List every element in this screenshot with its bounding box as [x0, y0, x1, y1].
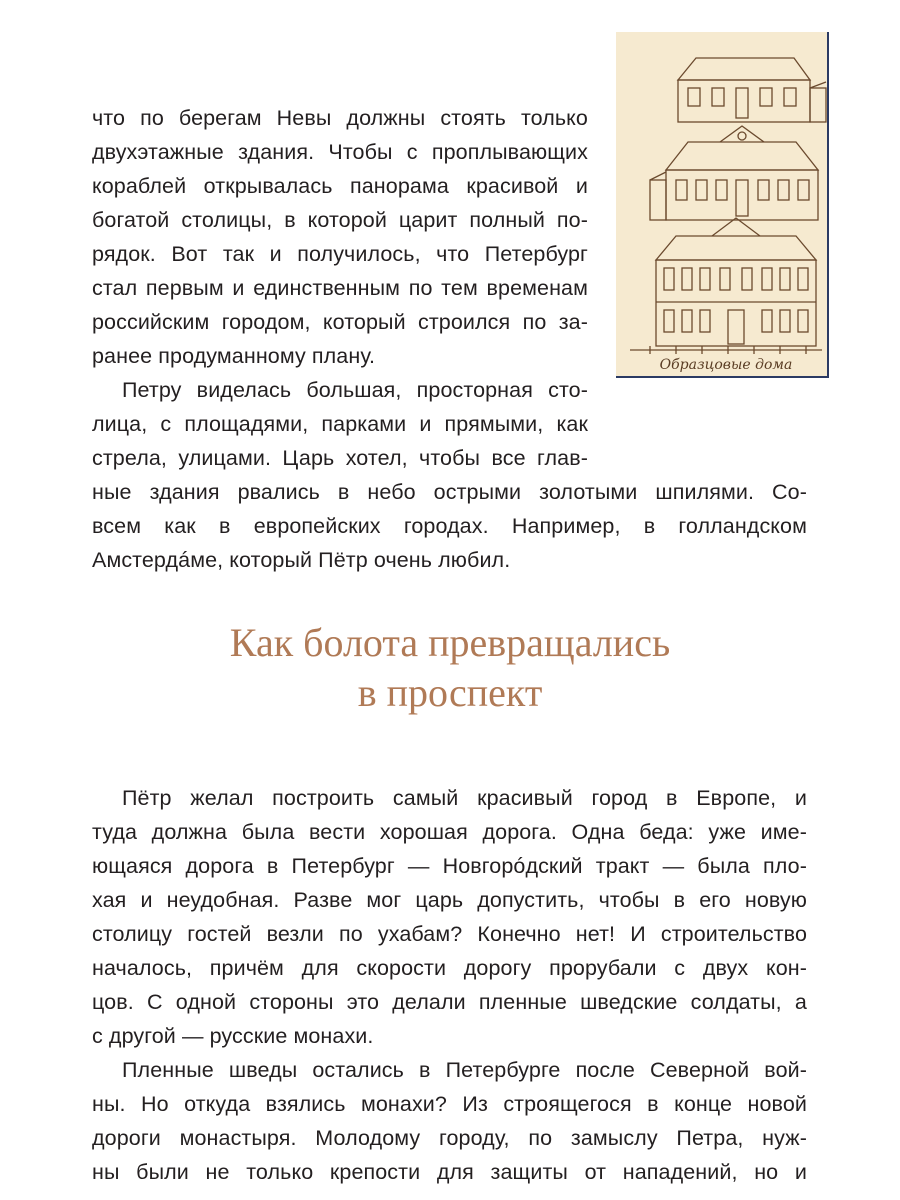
- text-line: всем как в европейских городах. Например, в голландском: [92, 514, 807, 538]
- text-line: ны. Но откуда взялись монахи? Из строящегося в конце новой: [92, 1092, 807, 1116]
- text-line: туда должна была вести хорошая дорога. Одна беда: уже име-: [92, 820, 807, 844]
- text-line: Амстердáме, который Пётр очень любил.: [92, 548, 511, 572]
- text-line: ны были не только крепости для защиты от нападений, но и: [92, 1160, 807, 1184]
- text-line: Пленные шведы остались в Петербурге после Северной вой-: [122, 1058, 807, 1082]
- text-line: с другой — русские монахи.: [92, 1024, 374, 1048]
- text-line: кораблей открывалась панорама красивой и: [92, 174, 588, 198]
- text-line: Пётр желал построить самый красивый город в Европе, и: [122, 786, 807, 810]
- text-line: хая и неудобная. Разве мог царь допустить, чтобы в его новую: [92, 888, 807, 912]
- text-line: столицу гостей везли по ухабам? Конечно нет! И строительство: [92, 922, 807, 946]
- text-line: стрела, улицами. Царь хотел, чтобы все глав-: [92, 446, 588, 470]
- text-line: ранее продуманному плану.: [92, 344, 376, 368]
- text-line: ные здания рвались в небо острыми золотыми шпилями. Со-: [92, 480, 807, 504]
- section-heading-line-2: в проспект: [357, 670, 543, 715]
- text-line: богатой столицы, в которой царит полный по-: [92, 208, 588, 232]
- text-line: началось, причём для скорости дорогу прорубали с двух кон-: [92, 956, 807, 980]
- text-line: что по берегам Невы должны стоять только: [92, 106, 588, 130]
- text-line: лица, с площадями, парками и прямыми, как: [92, 412, 588, 436]
- section-heading-line-1: Как болота превращались: [229, 620, 671, 665]
- house-sketch-icon: [616, 32, 827, 376]
- text-line: ющаяся дорога в Петербург — Новгорóдский тракт — была пло-: [92, 854, 807, 878]
- text-line: Петру виделась большая, просторная сто-: [122, 378, 588, 402]
- text-line: двухэтажные здания. Чтобы с проплывающих: [92, 140, 588, 164]
- illustration-caption: Образцовые дома: [659, 357, 793, 373]
- text-line: стал первым и единственным по тем временам: [92, 276, 588, 300]
- text-line: российским городом, который строился по за-: [92, 310, 588, 334]
- text-line: рядок. Вот так и получилось, что Петербург: [92, 242, 588, 266]
- model-houses-illustration: [616, 32, 829, 378]
- text-line: цов. С одной стороны это делали пленные шведские солдаты, а: [92, 990, 807, 1014]
- text-line: дороги монастыря. Молодому городу, по замыслу Петра, нуж-: [92, 1126, 807, 1150]
